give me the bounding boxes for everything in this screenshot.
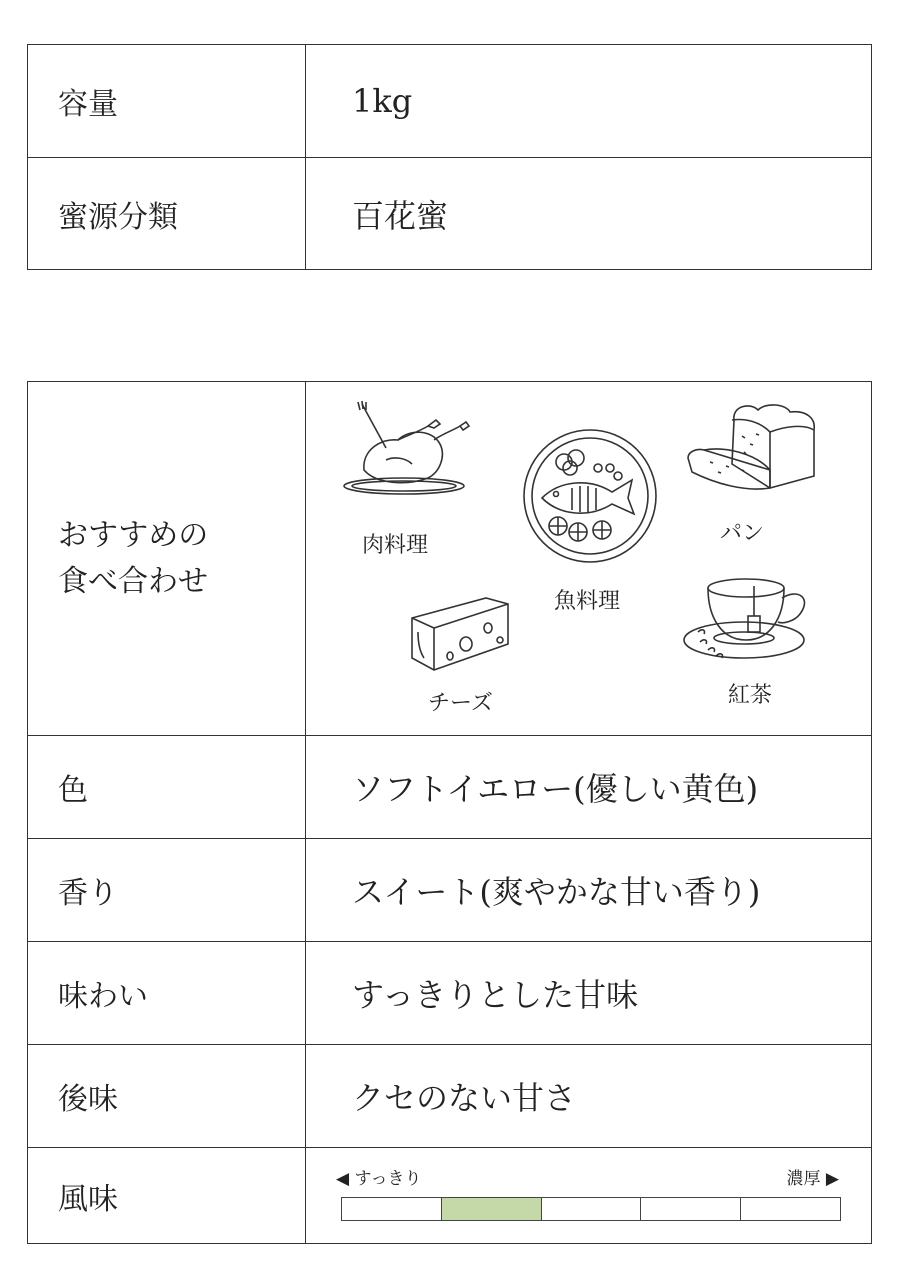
teacup-icon [682,576,812,666]
flavor-row [28,1147,871,1243]
food-bread-label: パン [720,521,765,546]
food-meat [336,400,476,558]
flavor-scale-segment-3 [542,1198,642,1220]
food-fish-label: 魚料理 [554,589,621,614]
pairing-label [28,382,306,735]
spec-row-nectar-source [28,157,871,269]
food-meat-label: 肉料理 [362,533,429,558]
spec-row-capacity [28,45,871,157]
spec-table [27,44,872,270]
capacity-label: 容量 [28,45,306,157]
food-cheese-label: チーズ [428,691,493,716]
flavor-scale-segment-2 [442,1198,542,1220]
pairing-illustrations [306,382,871,735]
flavor-profile-table [27,381,872,1244]
nectar-source-value: 百花蜜 [352,196,449,235]
taste-label: 味わい [28,942,306,1044]
food-cheese [406,594,516,716]
pairing-row [28,382,871,735]
flavor-scale-bar [341,1197,841,1221]
attribute-row-aroma [28,838,871,941]
flavor-scale-segment-5 [741,1198,840,1220]
cheese-icon [406,594,516,674]
roast-chicken-icon [336,400,476,505]
aftertaste-label: 後味 [28,1045,306,1147]
flavor-label: 風味 [28,1148,306,1243]
food-tea-label: 紅茶 [728,683,773,708]
capacity-value: 1kg [352,82,413,120]
bread-icon [686,400,821,498]
aroma-label: 香り [28,839,306,941]
fish-dish-icon [520,428,660,564]
attribute-row-aftertaste [28,1044,871,1147]
attribute-row-taste [28,941,871,1044]
pairing-label-line1: おすすめの [58,517,209,553]
pairing-label-line2: 食べ合わせ [58,563,208,599]
aroma-value: スイート(爽やかな甘い香り) [352,873,761,911]
taste-value: すっきりとした甘味 [352,976,639,1014]
scale-left-label: ◀ すっきり [336,1169,422,1189]
color-label: 色 [28,736,306,838]
nectar-source-label: 蜜源分類 [28,158,306,269]
scale-right-label: 濃厚 ▶ [786,1169,839,1189]
color-value: ソフトイエロー(優しい黄色) [352,770,759,808]
flavor-scale-segment-1 [342,1198,442,1220]
food-fish [520,428,660,614]
flavor-scale-segment-4 [641,1198,741,1220]
food-bread [686,400,821,546]
aftertaste-value: クセのない甘さ [352,1079,577,1117]
food-tea [682,576,812,708]
attribute-row-color [28,735,871,838]
flavor-scale [306,1148,871,1243]
